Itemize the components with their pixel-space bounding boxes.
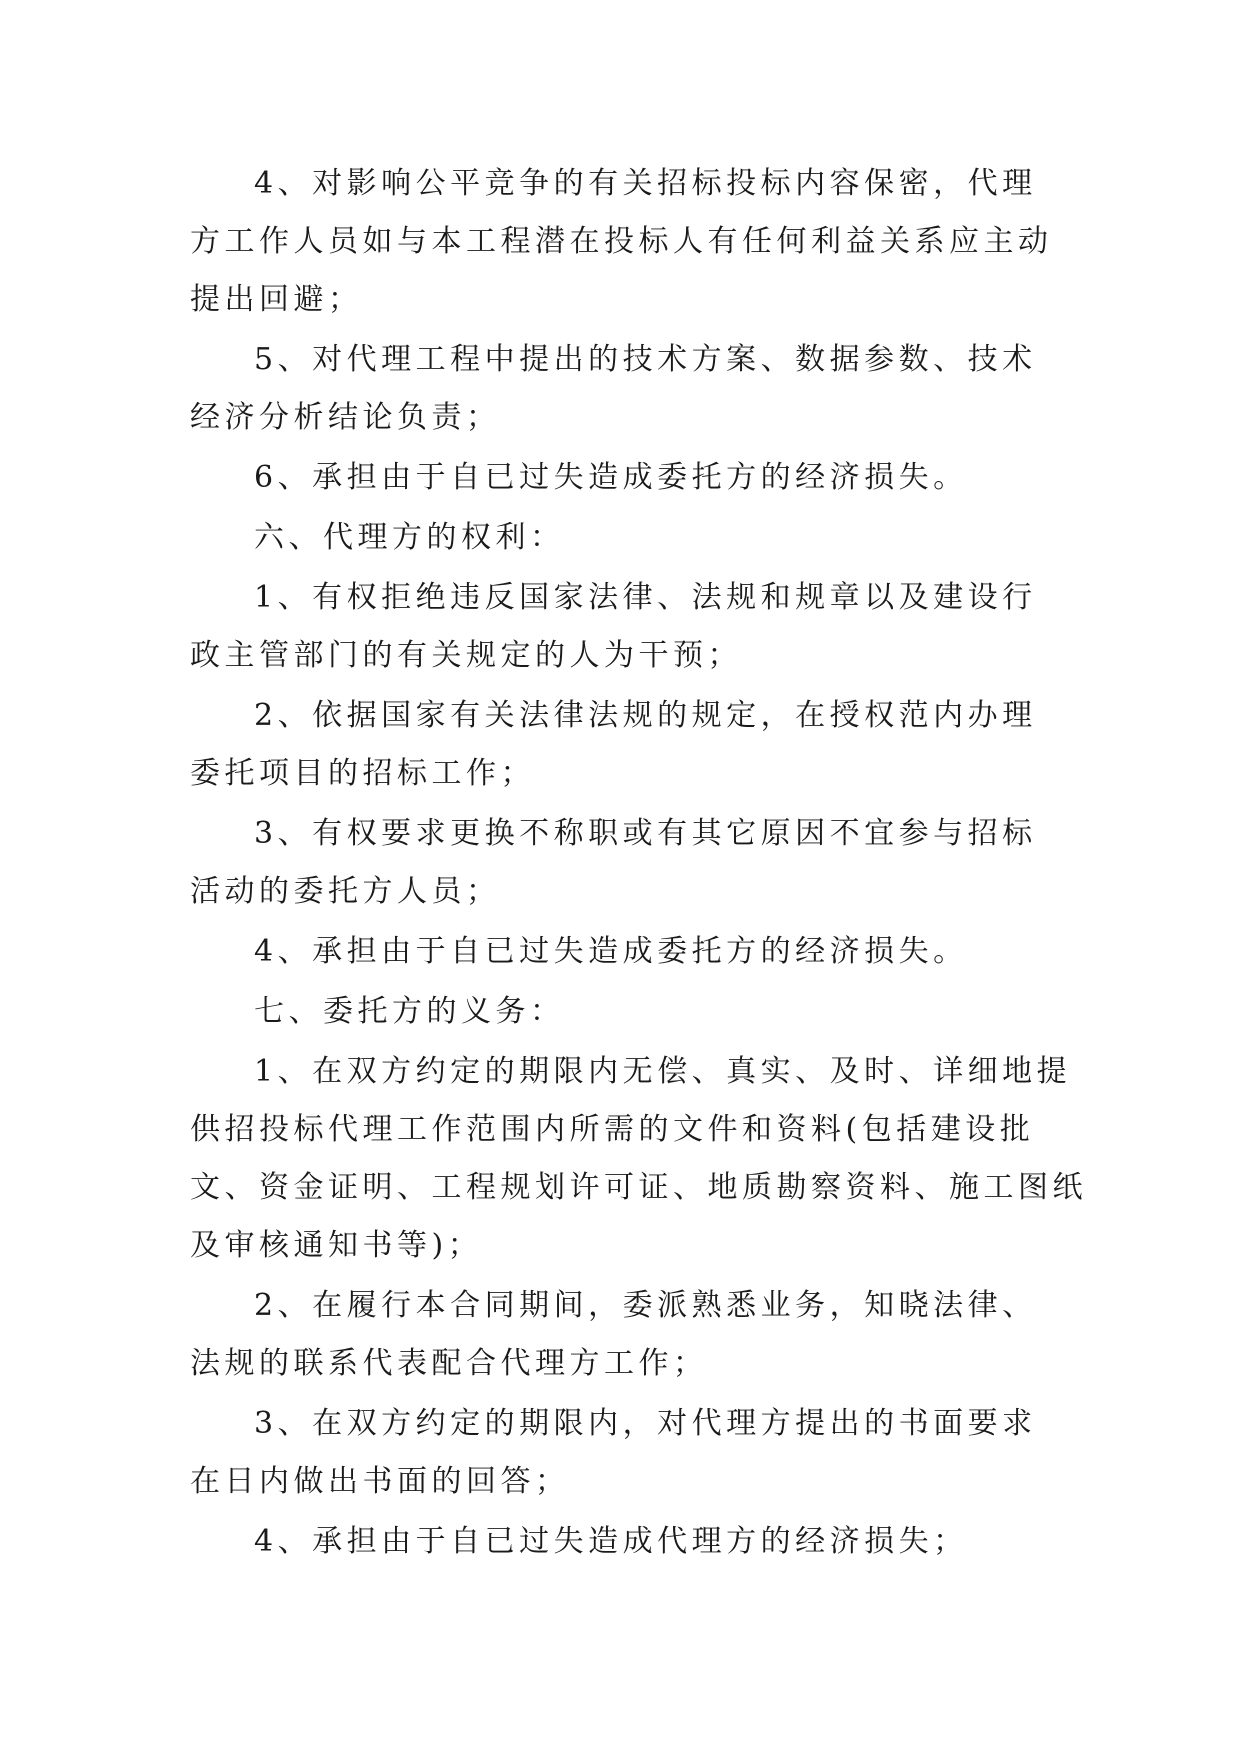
paragraph-rights-handle-tendering: 2、依据国家有关法律法规的规定，在授权范内办理委托项目的招标工作； <box>190 698 1037 791</box>
document-body <box>190 155 1087 1573</box>
section-heading-client-obligations: 七、委托方的义务： <box>254 994 565 1029</box>
paragraph-agent-technical-responsibility: 5、对代理工程中提出的技术方案、数据参数、技术经济分析结论负责； <box>190 342 1037 435</box>
paragraph-client-loss-liability: 4、承担由于自已过失造成代理方的经济损失； <box>254 1524 968 1559</box>
section-heading-agent-rights: 六、代理方的权利： <box>254 520 565 555</box>
paragraph-client-assign-representative: 2、在履行本合同期间，委派熟悉业务，知晓法律、法规的联系代表配合代理方工作； <box>190 1288 1037 1381</box>
paragraph-rights-loss-liability: 4、承担由于自已过失造成委托方的经济损失。 <box>254 934 968 969</box>
paragraph-rights-refuse-interference: 1、有权拒绝违反国家法律、法规和规章以及建设行政主管部门的有关规定的人为干预； <box>190 580 1037 673</box>
paragraph-agent-confidentiality: 4、对影响公平竞争的有关招标投标内容保密，代理方工作人员如与本工程潜在投标人有任何利益关系应主动提出回避； <box>190 166 1053 317</box>
paragraph-client-provide-documents: 1、在双方约定的期限内无偿、真实、及时、详细地提供招投标代理工作范围内所需的文件和资料(包括建设批文、资金证明、工程规划许可证、地质勘察资料、施工图纸及审核通知书等)； <box>190 1054 1087 1263</box>
paragraph-client-written-reply: 3、在双方约定的期限内，对代理方提出的书面要求在日内做出书面的回答； <box>190 1406 1037 1499</box>
paragraph-agent-loss-liability: 6、承担由于自已过失造成委托方的经济损失。 <box>254 460 968 495</box>
paragraph-rights-request-replacement: 3、有权要求更换不称职或有其它原因不宜参与招标活动的委托方人员； <box>190 816 1037 909</box>
